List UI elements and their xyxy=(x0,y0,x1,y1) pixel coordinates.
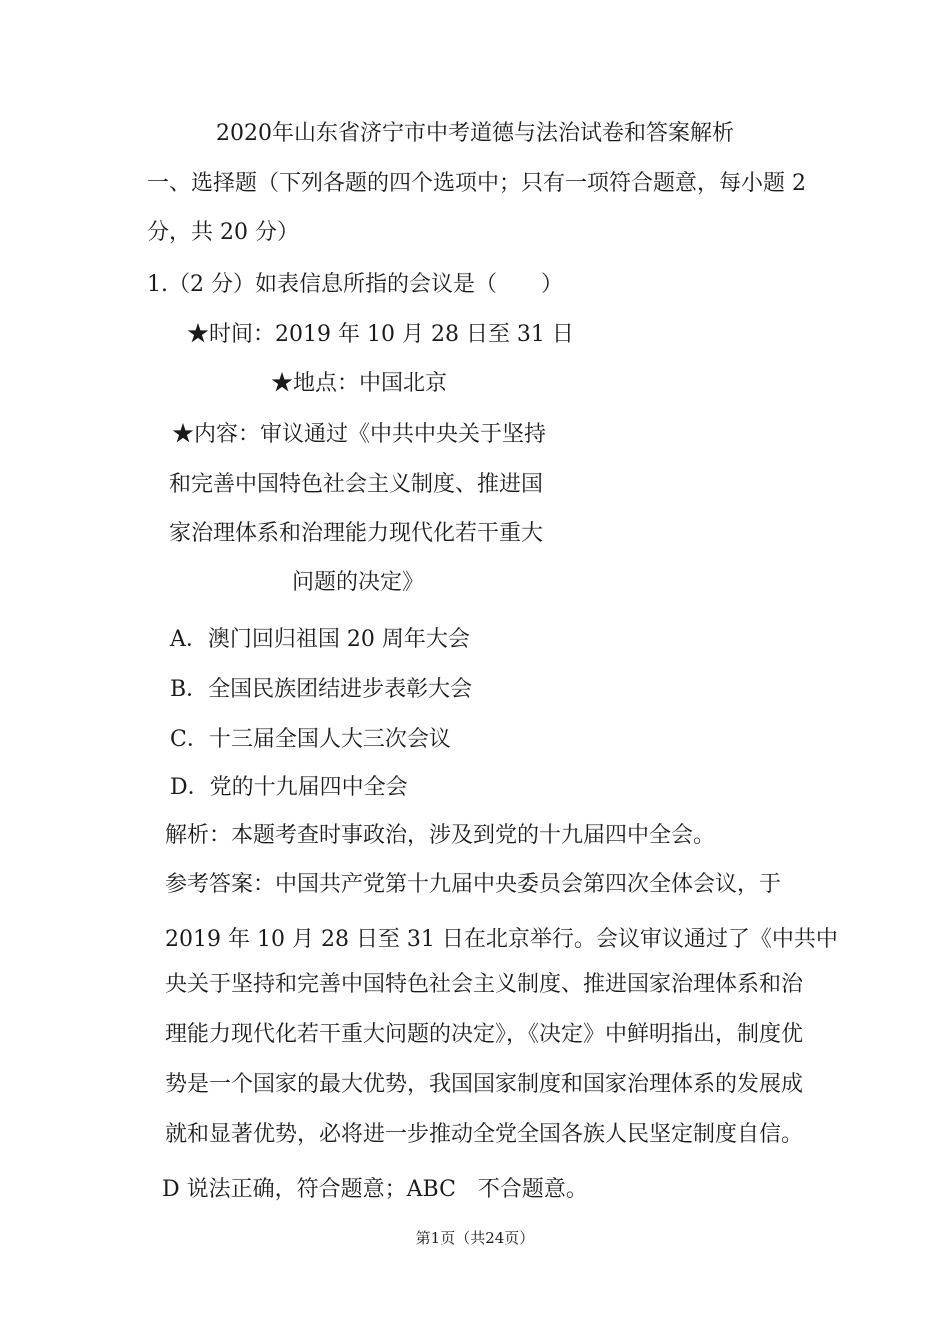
info-content-line-3: 家治理体系和治理能力现代化若干重大 xyxy=(169,521,544,546)
document-title: 2020年山东省济宁市中考道德与法治试卷和答案解析 xyxy=(216,121,734,146)
answer-line: D 说法正确，符合题意；ABC 不合题意。 xyxy=(162,1177,588,1202)
info-content-line-4: 问题的决定》 xyxy=(292,570,425,595)
option-b: B．全国民族团结进步表彰大会 xyxy=(170,677,473,702)
option-c: C．十三届全国人大三次会议 xyxy=(170,727,451,752)
answer-line: 参考答案：中国共产党第十九届中央委员会第四次全体会议，于 xyxy=(165,872,782,897)
answer-line: 势是一个国家的最大优势，我国国家制度和国家治理体系的发展成 xyxy=(165,1072,804,1097)
answer-line: 理能力现代化若干重大问题的决定》，《决定》中鲜明指出，制度优 xyxy=(165,1022,804,1047)
option-a: A．澳门回归祖国 20 周年大会 xyxy=(170,627,470,652)
info-time: ★时间：2019 年 10 月 28 日至 31 日 xyxy=(187,322,574,347)
analysis: 解析：本题考查时事政治，涉及到党的十九届四中全会。 xyxy=(165,823,716,848)
answer-line: 2019 年 10 月 28 日至 31 日在北京举行。会议审议通过了《中共中 xyxy=(165,927,838,952)
section-heading-line-2: 分，共 20 分） xyxy=(147,220,299,245)
section-heading-line-1: 一、选择题（下列各题的四个选项中；只有一项符合题意，每小题 2 xyxy=(147,171,806,196)
option-d: D．党的十九届四中全会 xyxy=(170,775,408,800)
answer-line: 就和显著优势，必将进一步推动全党全国各族人民坚定制度自信。 xyxy=(165,1122,804,1147)
question-1-stem: 1.（2 分）如表信息所指的会议是（ ） xyxy=(147,272,563,297)
info-place: ★地点：中国北京 xyxy=(271,371,448,396)
answer-line: 央关于坚持和完善中国特色社会主义制度、推进国家治理体系和治 xyxy=(165,972,804,997)
info-content-line-2: 和完善中国特色社会主义制度、推进国 xyxy=(169,472,544,497)
info-content-line-1: ★内容：审议通过《中共中央关于坚持 xyxy=(172,422,547,447)
page-footer: 第1页（共24页） xyxy=(415,1229,535,1247)
